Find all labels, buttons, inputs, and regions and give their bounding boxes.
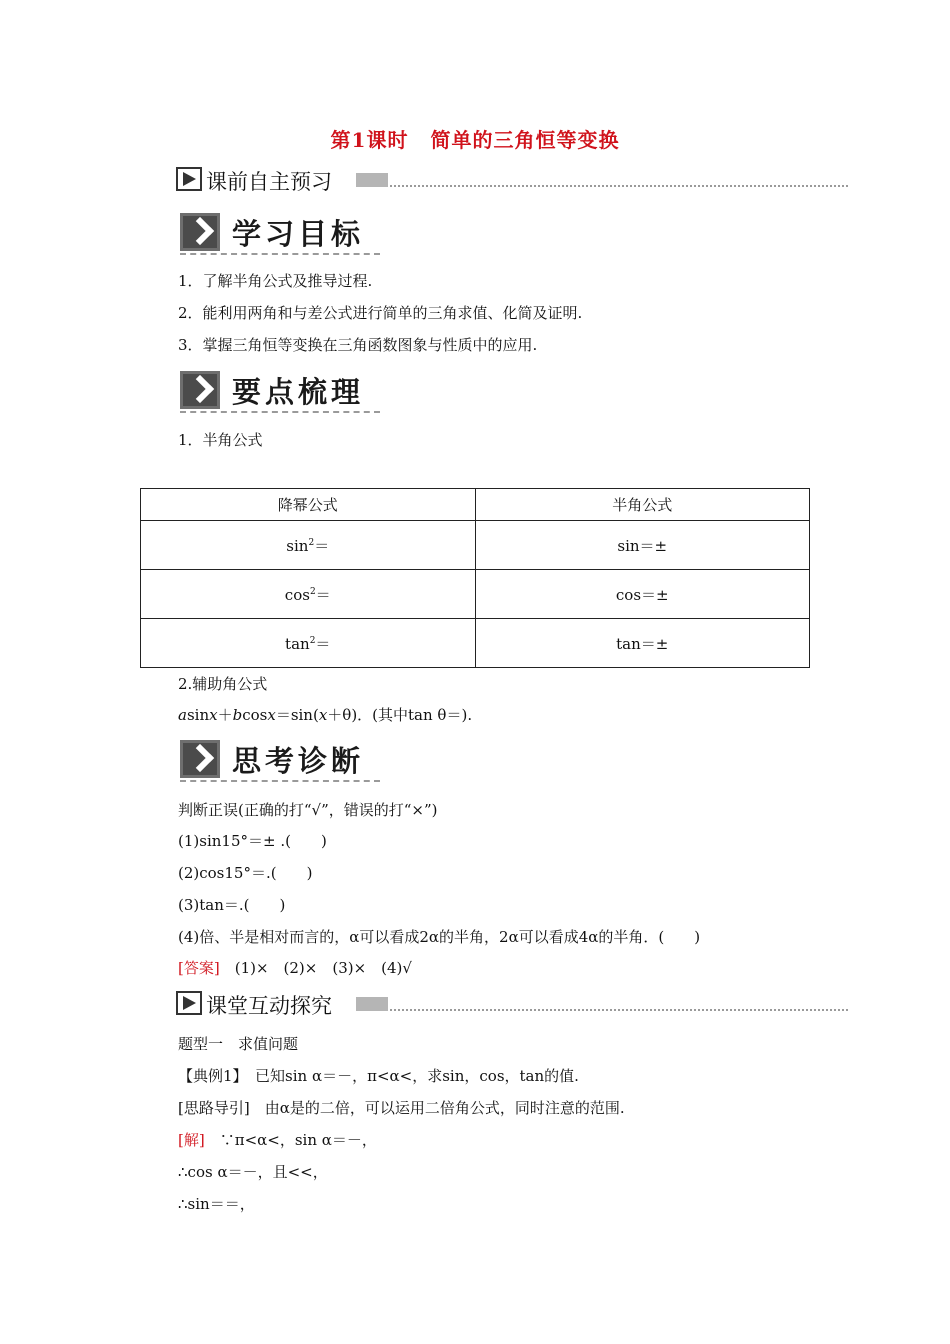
question-1: (1)sin15°＝± .( )	[178, 832, 327, 850]
example-text: 已知sin α＝－，π<α<，求sin，cos，tan的值.	[240, 1067, 579, 1085]
formula-part: sin	[186, 706, 210, 724]
answer-line	[178, 957, 412, 978]
table-row	[141, 570, 810, 619]
exponent: 2	[309, 635, 316, 646]
half-angle-table	[140, 488, 810, 668]
section-banner-pre-study	[176, 167, 848, 194]
fn-name: sin	[286, 536, 309, 555]
header-goals-label: 学习目标	[232, 217, 365, 251]
auxiliary-angle-formula	[178, 704, 472, 725]
solution-line	[178, 1129, 377, 1150]
example-line	[178, 1065, 579, 1086]
key-point-2: 2.辅助角公式	[178, 675, 268, 693]
goal-item-2: 2．能利用两角和与差公式进行简单的三角求值、化简及证明.	[178, 304, 583, 322]
table-cell-power-reduction	[141, 521, 476, 570]
solution-label: [解]	[178, 1131, 205, 1149]
check-arrow-icon	[180, 213, 220, 251]
arrow-icon	[176, 167, 202, 191]
var-x: x	[267, 706, 276, 724]
equals-sign: ＝	[315, 634, 331, 653]
fn-name: cos	[284, 585, 310, 604]
thinking-intro: 判断正误(正确的打“√”，错误的打“×”)	[178, 801, 438, 819]
equals-sign: ＝	[315, 585, 331, 604]
question-4: (4)倍、半是相对而言的，α可以看成2α的半角，2α可以看成4α的半角．( )	[178, 928, 701, 946]
var-x: x	[209, 706, 218, 724]
banner-rule	[390, 185, 848, 187]
solution-text: ∵π<α<，sin α＝－，	[204, 1131, 377, 1149]
banner-rule	[390, 1009, 848, 1011]
example-label: 【典例1】	[178, 1067, 241, 1085]
header-key-points	[180, 368, 380, 410]
solution-step-1: ∴cos α＝－，且<<，	[178, 1163, 328, 1181]
table-header-cell: 半角公式	[475, 489, 810, 521]
banner-label: 课前自主预习	[206, 170, 332, 194]
table-cell-power-reduction	[141, 619, 476, 668]
header-thinking-label: 思考诊断	[232, 744, 365, 778]
question-3: (3)tan＝.( )	[178, 896, 286, 914]
header-rule	[180, 411, 380, 413]
var-b: b	[232, 706, 243, 724]
check-arrow-icon	[180, 740, 220, 778]
table-cell-half-angle: cos＝±	[475, 570, 810, 619]
exponent: 2	[308, 537, 315, 548]
page-title	[0, 124, 950, 153]
table-row	[141, 521, 810, 570]
banner-block	[356, 997, 388, 1011]
solution-step-2: ∴sin＝＝，	[178, 1195, 255, 1213]
var-a: a	[178, 706, 187, 724]
header-key-points-label: 要点梳理	[232, 375, 365, 409]
title-lesson: 第1课时	[330, 128, 409, 152]
arrow-icon	[176, 991, 202, 1015]
exponent: 2	[309, 586, 316, 597]
table-header-cell: 降幂公式	[141, 489, 476, 521]
guide-line: [思路导引] 由α是的二倍，可以运用二倍角公式，同时注意的范围.	[178, 1099, 625, 1117]
formula-part: ＋	[217, 706, 233, 724]
formula-part: ＋θ)．(其中tan θ＝).	[327, 706, 473, 724]
banner-label: 课堂互动探究	[206, 994, 332, 1018]
goal-item-1: 1．了解半角公式及推导过程.	[178, 272, 373, 290]
table-header-row	[141, 489, 810, 521]
check-arrow-icon	[180, 371, 220, 409]
header-rule	[180, 780, 380, 782]
goal-item-3: 3．掌握三角恒等变换在三角函数图象与性质中的应用.	[178, 336, 538, 354]
header-rule	[180, 253, 380, 255]
table-cell-power-reduction	[141, 570, 476, 619]
answer-text: (1)× (2)× (3)× (4)√	[219, 959, 412, 977]
formula-part: ＝sin(	[275, 706, 319, 724]
equals-sign: ＝	[314, 536, 330, 555]
answer-label: [答案]	[178, 959, 220, 977]
question-2: (2)cos15°＝.( )	[178, 864, 313, 882]
table-row	[141, 619, 810, 668]
header-goals	[180, 210, 380, 252]
banner-block	[356, 173, 388, 187]
formula-part: cos	[242, 706, 268, 724]
header-thinking	[180, 737, 380, 779]
problem-type: 题型一 求值问题	[178, 1035, 299, 1053]
key-point-1: 1．半角公式	[178, 431, 263, 449]
title-topic: 简单的三角恒等变换	[430, 128, 620, 152]
section-banner-classroom	[176, 991, 848, 1018]
fn-name: tan	[285, 634, 310, 653]
table-cell-half-angle: tan＝±	[475, 619, 810, 668]
var-x: x	[318, 706, 328, 724]
table-cell-half-angle: sin＝±	[475, 521, 810, 570]
